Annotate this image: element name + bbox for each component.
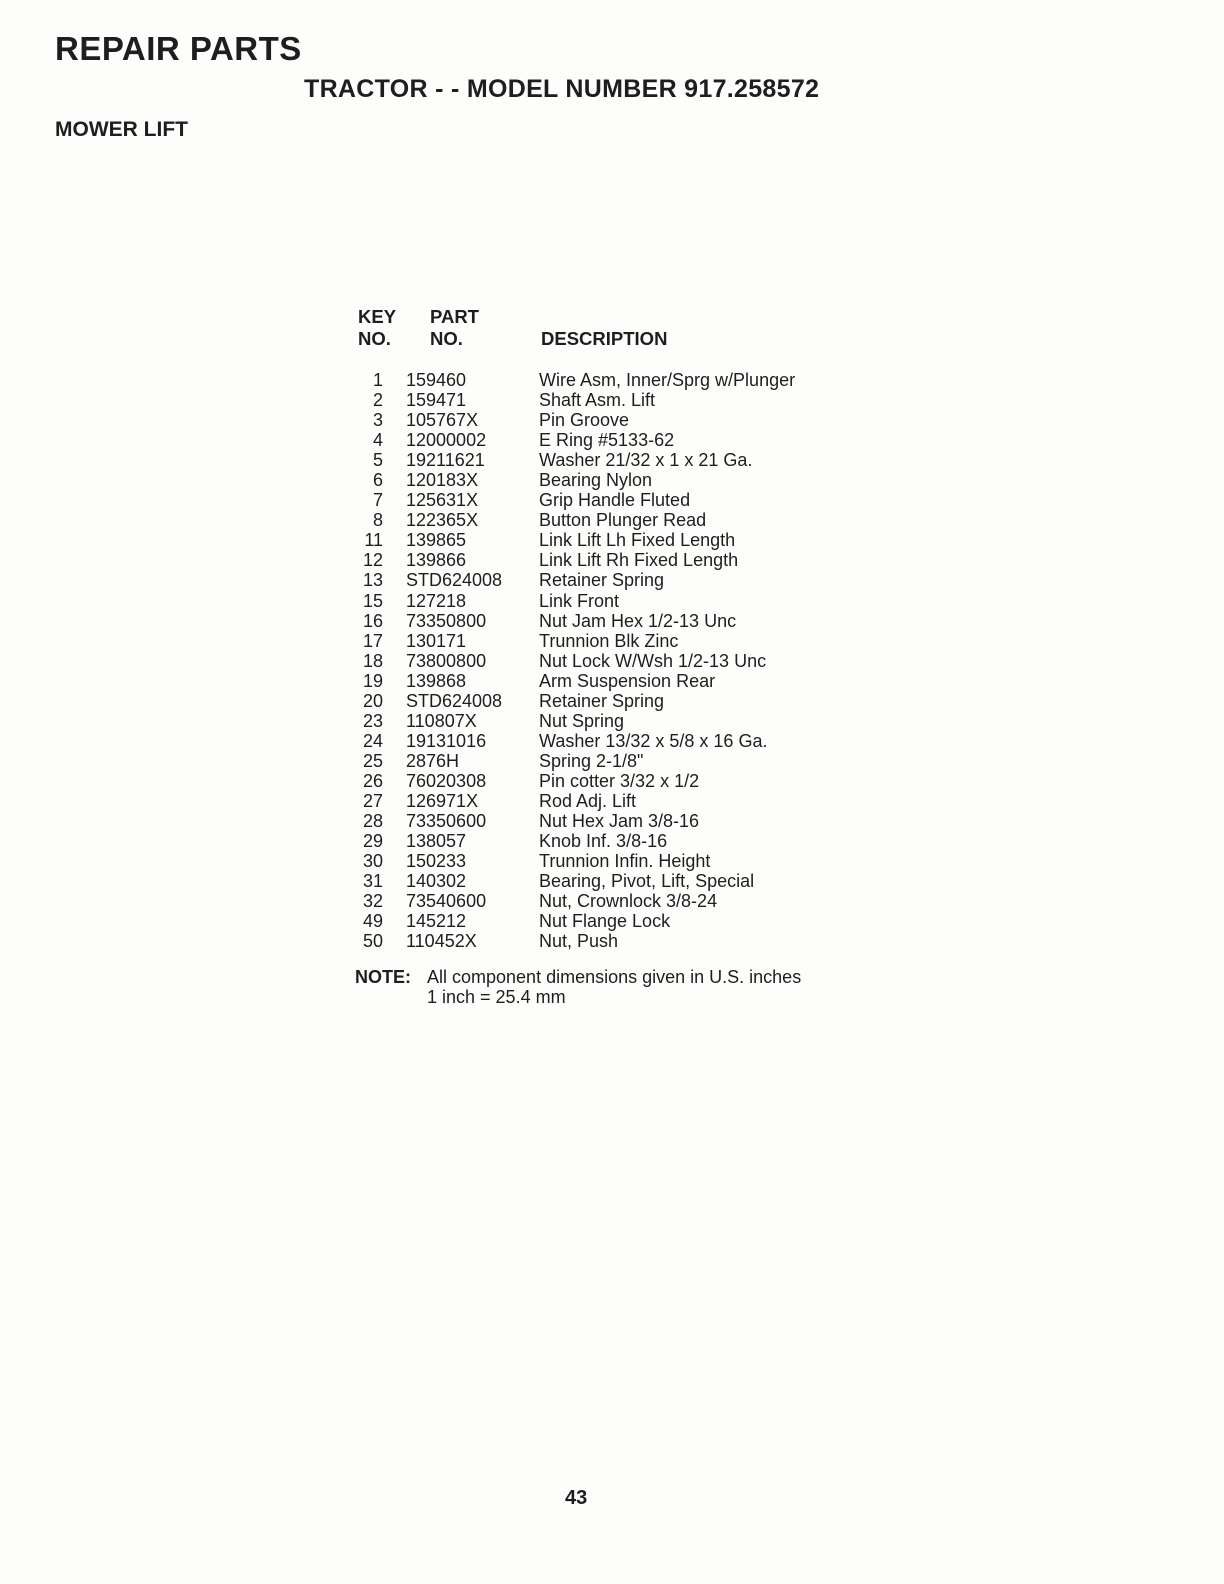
key-no-cell: 50 <box>362 931 383 952</box>
page-number: 43 <box>565 1487 588 1509</box>
part-no-cell: 110807X <box>406 710 477 731</box>
part-no-cell: 139865 <box>406 530 467 551</box>
part-no-cell: 73540600 <box>406 891 487 912</box>
part-no-cell: 127218 <box>406 590 467 611</box>
key-no-cell: 13 <box>362 570 383 591</box>
description-cell: Nut Jam Hex 1/2-13 Unc <box>539 610 737 631</box>
part-no-cell: 19131016 <box>406 730 487 751</box>
description-cell: Spring 2-1/8" <box>539 750 644 771</box>
key-header-line2: NO. <box>358 328 391 349</box>
key-no-cell: 25 <box>362 750 383 771</box>
key-no-cell: 18 <box>362 650 383 671</box>
key-no-cell: 7 <box>372 490 383 511</box>
key-no-cell: 20 <box>362 690 383 711</box>
key-no-cell: 19 <box>362 670 383 691</box>
key-no-cell: 12 <box>362 550 383 571</box>
description-cell: Bearing, Pivot, Lift, Special <box>539 871 755 892</box>
description-cell: Pin Groove <box>539 410 630 431</box>
description-header: DESCRIPTION <box>541 328 668 349</box>
part-no-cell: 110452X <box>406 931 477 952</box>
part-no-cell: 2876H <box>406 750 460 771</box>
key-no-cell: 6 <box>372 470 383 491</box>
part-no-cell: 159460 <box>406 370 467 390</box>
key-no-cell: 32 <box>362 891 383 912</box>
note-label: NOTE: <box>355 967 411 987</box>
description-cell: Nut, Push <box>539 931 619 952</box>
part-no-cell: 73350800 <box>406 610 487 631</box>
description-cell: Washer 21/32 x 1 x 21 Ga. <box>539 450 753 471</box>
part-no-cell: 76020308 <box>406 770 487 791</box>
key-no-cell: 3 <box>372 410 383 431</box>
description-cell: Retainer Spring <box>539 690 665 711</box>
key-no-cell: 49 <box>362 911 383 932</box>
description-cell: E Ring #5133-62 <box>539 430 675 451</box>
part-no-cell: 120183X <box>406 470 479 491</box>
part-no-cell: STD624008 <box>406 690 503 711</box>
part-no-cell: 150233 <box>406 851 467 872</box>
part-no-header <box>430 306 510 350</box>
part-header-line2: NO. <box>430 328 463 349</box>
part-no-cell: 126971X <box>406 790 479 811</box>
part-no-cell: 140302 <box>406 871 467 892</box>
key-no-cell: 1 <box>372 370 383 390</box>
description-cell: Link Front <box>539 590 620 611</box>
key-no-cell: 2 <box>372 390 383 411</box>
part-no-cell: 125631X <box>406 490 479 511</box>
part-no-cell: 130171 <box>406 630 467 651</box>
description-cell: Bearing Nylon <box>539 470 653 491</box>
description-cell: Washer 13/32 x 5/8 x 16 Ga. <box>539 730 768 751</box>
part-no-cell: STD624008 <box>406 570 503 591</box>
key-no-cell: 29 <box>362 831 383 852</box>
key-no-cell: 4 <box>372 430 383 451</box>
key-no-cell: 5 <box>372 450 383 471</box>
key-no-cell: 31 <box>362 871 383 892</box>
description-cell: Retainer Spring <box>539 570 665 591</box>
description-cell: Wire Asm, Inner/Sprg w/Plunger <box>539 370 796 390</box>
key-no-cell: 17 <box>362 630 383 651</box>
description-cell: Knob Inf. 3/8-16 <box>539 831 668 852</box>
description-cell: Rod Adj. Lift <box>539 790 637 811</box>
key-no-cell: 27 <box>362 790 383 811</box>
key-no-cell: 15 <box>362 590 383 611</box>
part-no-cell: 73800800 <box>406 650 487 671</box>
key-no-cell: 11 <box>364 530 383 551</box>
key-header-line1: KEY <box>358 306 397 327</box>
key-no-cell: 8 <box>372 510 383 531</box>
part-no-cell: 138057 <box>406 831 467 852</box>
part-no-cell: 105767X <box>406 410 479 431</box>
part-no-cell: 159471 <box>406 390 467 411</box>
description-cell: Nut Spring <box>539 710 625 731</box>
part-no-cell: 139868 <box>406 670 467 691</box>
description-cell: Nut Flange Lock <box>539 911 671 932</box>
model-subtitle: TRACTOR - - MODEL NUMBER 917.258572 <box>304 75 820 103</box>
description-cell: Nut Lock W/Wsh 1/2-13 Unc <box>539 650 767 671</box>
part-no-cell: 139866 <box>406 550 467 571</box>
description-cell: Trunnion Blk Zinc <box>539 630 679 651</box>
description-cell: Shaft Asm. Lift <box>539 390 656 411</box>
part-no-cell: 145212 <box>406 911 467 932</box>
note-text-line1: All component dimensions given in U.S. inches <box>427 967 802 987</box>
description-cell: Trunnion Infin. Height <box>539 851 711 872</box>
page-title: REPAIR PARTS <box>55 30 302 67</box>
note-text-line2: 1 inch = 25.4 mm <box>427 987 566 1007</box>
key-no-cell: 26 <box>362 770 383 791</box>
part-header-line1: PART <box>430 306 479 327</box>
description-cell: Grip Handle Fluted <box>539 490 691 511</box>
part-no-cell: 122365X <box>406 510 479 531</box>
part-no-cell: 12000002 <box>406 430 487 451</box>
description-cell: Link Lift Lh Fixed Length <box>539 530 736 551</box>
key-no-cell: 30 <box>362 851 383 872</box>
part-no-cell: 19211621 <box>406 450 485 471</box>
key-no-cell: 28 <box>362 811 383 832</box>
key-no-cell: 24 <box>362 730 383 751</box>
description-cell: Arm Suspension Rear <box>539 670 716 691</box>
section-heading: MOWER LIFT <box>55 118 188 141</box>
description-cell: Nut, Crownlock 3/8-24 <box>539 891 718 912</box>
description-cell: Pin cotter 3/32 x 1/2 <box>539 770 700 791</box>
description-cell: Link Lift Rh Fixed Length <box>539 550 739 571</box>
description-cell: Nut Hex Jam 3/8-16 <box>539 811 700 832</box>
key-no-header <box>358 306 408 350</box>
description-cell: Button Plunger Read <box>539 510 707 531</box>
key-no-cell: 23 <box>362 710 383 731</box>
part-no-cell: 73350600 <box>406 811 487 832</box>
key-no-cell: 16 <box>362 610 383 631</box>
